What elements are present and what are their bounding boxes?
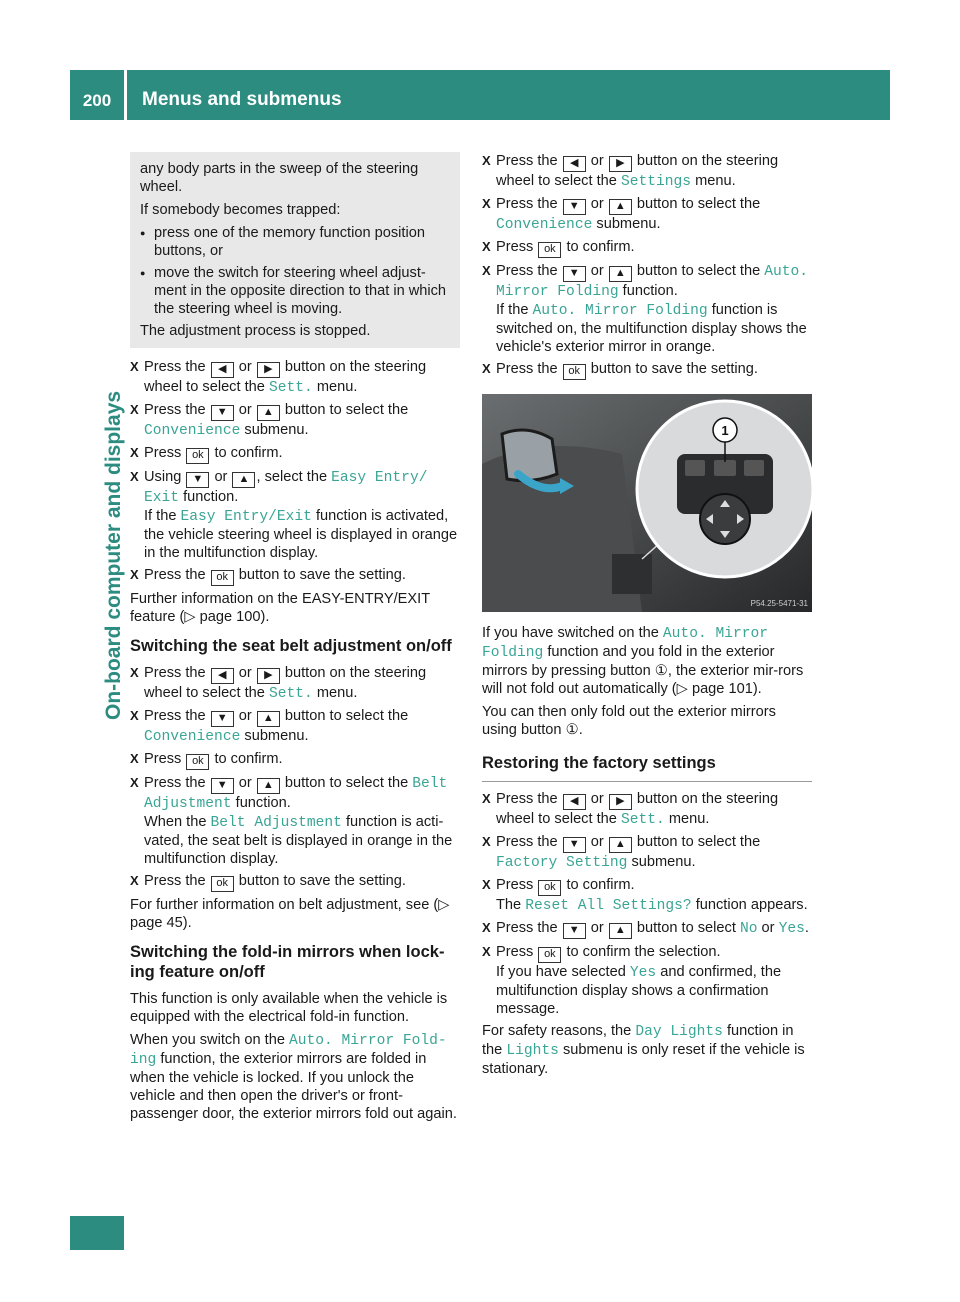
instruction-step: X Press the ok button to save the setting. [482, 360, 812, 380]
instruction-step: X Press the ▼ or ▲ button to select the Factory Setting submenu. [482, 834, 761, 871]
instruction-step: X Using ▼ or ▲ , select the Easy Entry/ Exit function. If the Easy Entry/Exit function is activated, the vehicle steering wheel is displayed in orange in the multifunction display. [130, 469, 458, 561]
note-text: The adjustment process is stopped. [140, 323, 371, 339]
list-item: ● move the switch for steering wheel adjust-ment in the opposite direction to that in which the steering wheel is moving. [140, 264, 450, 318]
up-arrow-icon: ▲ [257, 405, 280, 421]
menu-name: Sett. [268, 686, 313, 702]
menu-name: Convenience [144, 423, 241, 439]
ok-key-icon: ok [538, 880, 561, 896]
instruction-step: X Press ok to confirm. [130, 750, 460, 770]
callout-number: 1 [721, 423, 729, 438]
left-arrow-icon: ◀ [211, 362, 234, 378]
warning-note [130, 152, 460, 348]
function-name: Easy Entry/ Exit [144, 470, 428, 506]
up-arrow-icon: ▲ [257, 711, 280, 727]
left-column [130, 152, 460, 1128]
menu-name: Lights [506, 1043, 559, 1059]
function-name: Belt Adjustment [210, 815, 342, 831]
mirror-switch-photo [482, 394, 812, 612]
down-arrow-icon: ▼ [211, 711, 234, 727]
instruction-step: X Press the ▼ or ▲ button to select the Convenience submenu. [482, 196, 761, 233]
ok-key-icon: ok [211, 570, 234, 586]
note-list [140, 224, 450, 318]
function-name: Day Lights [635, 1024, 723, 1040]
ok-key-icon: ok [563, 364, 586, 380]
function-name: Auto. Mirror Folding [496, 264, 809, 300]
left-arrow-icon: ◀ [563, 156, 586, 172]
instruction-step: X Press the ▼ or ▲ button to select the Convenience submenu. [130, 708, 409, 745]
section-heading: Switching the seat belt adjustment on/off [130, 637, 452, 655]
up-arrow-icon: ▲ [609, 837, 632, 853]
function-name: Easy Entry/Exit [180, 509, 312, 525]
menu-name: Convenience [496, 217, 593, 233]
body-text: If you have switched on the Auto. Mirror Folding function and you fold in the exterior mirrors by pressing button ①, the exterior mir-rors will not fold out automatically (▷ page 101). [482, 625, 804, 697]
down-arrow-icon: ▼ [563, 923, 586, 939]
note-text: If somebody becomes trapped: [140, 202, 341, 218]
instruction-step: X Press the ◀ or ▶ button on the steering wheel to select the Sett. menu. [130, 665, 427, 702]
down-arrow-icon: ▼ [563, 266, 586, 282]
down-arrow-icon: ▼ [211, 405, 234, 421]
side-tab [70, 120, 124, 1250]
up-arrow-icon: ▲ [609, 923, 632, 939]
function-name: Reset All Settings? [525, 898, 692, 914]
left-arrow-icon: ◀ [211, 668, 234, 684]
instruction-step: X Press ok to confirm. [130, 444, 460, 464]
header-divider [124, 70, 127, 120]
up-arrow-icon: ▲ [609, 266, 632, 282]
instruction-step: X Press the ◀ or ▶ button on the steering wheel to select the Sett. menu. [482, 791, 779, 828]
ok-key-icon: ok [186, 754, 209, 770]
up-arrow-icon: ▲ [232, 472, 255, 488]
note-text: any body parts in the sweep of the steering wheel. [140, 161, 419, 195]
down-arrow-icon: ▼ [186, 472, 209, 488]
body-text: When you switch on the Auto. Mirror Fold-ing function, the exterior mirrors are folded in when the vehicle is locked. If you unlock the vehicle and then open the driver's or front-passenger door, the exterior mirrors fold out again. [130, 1032, 457, 1122]
right-arrow-icon: ▶ [609, 794, 632, 810]
ok-key-icon: ok [538, 242, 561, 258]
menu-name: Settings [620, 174, 692, 190]
instruction-step: X Press the ◀ or ▶ button on the steering wheel to select the Settings menu. [482, 153, 779, 190]
door-panel-illustration [482, 394, 812, 612]
left-arrow-icon: ◀ [563, 794, 586, 810]
body-text: Further information on the EASY-ENTRY/EXIT feature (▷ page 100). [130, 591, 430, 625]
instruction-step: X Press the ok button to save the setting. [130, 872, 460, 892]
instruction-step: X Press the ▼ or ▲ button to select No or Yes. [482, 920, 809, 937]
callout-ref: ① [565, 722, 579, 738]
right-arrow-icon: ▶ [609, 156, 632, 172]
instruction-step: X Press ok to confirm the selection. If you have selected Yes and confirmed, the multifunction display shows a confirmation message. [482, 944, 782, 1017]
image-code: P54.25-5471-31 [750, 599, 808, 608]
menu-name: Sett. [620, 812, 665, 828]
function-name: Auto. Mirror Folding [482, 626, 769, 661]
up-arrow-icon: ▲ [609, 199, 632, 215]
up-arrow-icon: ▲ [257, 778, 280, 794]
page-title: Menus and submenus [142, 89, 342, 110]
ok-key-icon: ok [186, 448, 209, 464]
right-arrow-icon: ▶ [257, 668, 280, 684]
function-name: Belt Adjustment [144, 776, 448, 812]
down-arrow-icon: ▼ [211, 778, 234, 794]
menu-name: Sett. [268, 380, 313, 396]
body-text: This function is only available when the vehicle is equipped with the electrical fold-in function. [130, 991, 448, 1025]
ok-key-icon: ok [538, 947, 561, 963]
callout-ref: ① [654, 663, 668, 679]
ok-key-icon: ok [211, 876, 234, 892]
page-number: 200 [82, 91, 112, 110]
instruction-step: X Press the ▼ or ▲ button to select the Convenience submenu. [130, 402, 409, 439]
instruction-step: X Press the ▼ or ▲ button to select the Belt Adjustment function. When the Belt Adjustment function is acti-vated, the seat belt is displayed in orange in the multifunction display. [130, 775, 453, 867]
list-item: ● press one of the memory function position buttons, or [140, 224, 450, 260]
body-text: For further information on belt adjustment, see (▷ page 45). [130, 897, 450, 931]
function-name: Auto. Mirror Folding [532, 303, 708, 319]
body-text: For safety reasons, the Day Lights function in the Lights submenu is only reset if the vehicle is stationary. [482, 1023, 805, 1077]
body-text: You can then only fold out the exterior mirrors using button ①. [482, 704, 776, 738]
option-name: Yes [778, 921, 805, 937]
instruction-step: X Press ok to confirm. The Reset All Settings? function appears. [482, 877, 808, 914]
option-name: No [739, 921, 758, 937]
menu-name: Factory Setting [496, 855, 628, 871]
side-tab-marker [70, 1216, 124, 1250]
option-name: Yes [629, 965, 657, 981]
section-heading: Restoring the factory settings [482, 753, 812, 782]
down-arrow-icon: ▼ [563, 837, 586, 853]
down-arrow-icon: ▼ [563, 199, 586, 215]
right-arrow-icon: ▶ [257, 362, 280, 378]
instruction-step: X Press ok to confirm. [482, 238, 812, 258]
function-name: Auto. Mirror Fold-ing [130, 1033, 447, 1068]
instruction-step: X Press the ▼ or ▲ button to select the Auto. Mirror Folding function. If the Auto. Mirror Folding function is switched on, the multifunction display shows the vehicle's exterior mirror in orange. [482, 263, 809, 355]
instruction-step: X Press the ok button to save the setting. [130, 566, 460, 586]
instruction-step: X Press the ◀ or ▶ button on the steering wheel to select the Sett. menu. [130, 359, 427, 396]
section-heading: Switching the fold-in mirrors when lock-ing feature on/off [130, 943, 445, 981]
menu-name: Convenience [144, 729, 241, 745]
side-tab-label: On-board computer and displays [102, 390, 125, 720]
right-column [482, 152, 812, 1083]
